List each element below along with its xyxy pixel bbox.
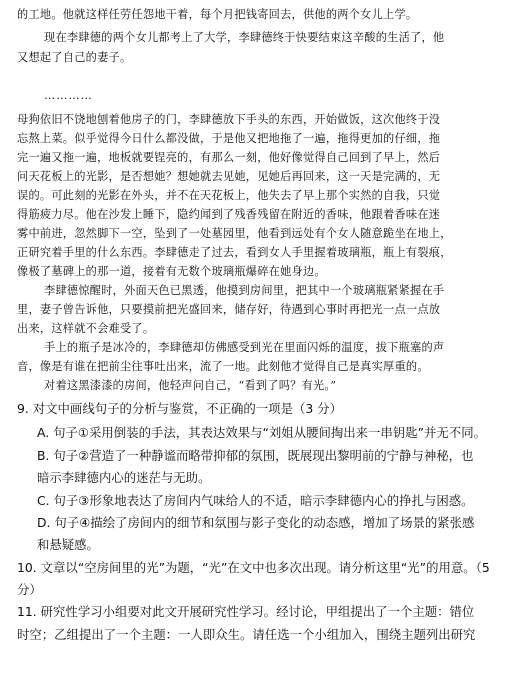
passage-line: 正研究着手里的什么东西。李肆德走了过去，看到女人手里握着玻璃瓶，瓶上有裂痕， (17, 246, 452, 259)
passage-line: 忘熬上菜。似乎觉得今日什么都没做，于是他又把地拖了一遍，拖得更加的仔细，拖 (17, 132, 441, 145)
passage-line: 像极了墓碑上的那一道，接着有无数个玻璃瓶爆碎在她身边。 (17, 265, 326, 278)
passage-line: 的工地。他就这样任劳任怨地干着，每个月把钱寄回去，供他的两个女儿上学。 (17, 8, 418, 21)
option-a: A. 句子①采用倒装的手法，其表达效果与“刘姐从腰间掏出来一串钥匙”并无不同。 (37, 425, 486, 440)
passage-line: 又想起了自己的妻子。 (17, 51, 132, 64)
passage-line: 现在李肆德的两个女儿都考上了大学，李肆德终于快要结束这辛酸的生活了，他 (44, 31, 445, 44)
passage-line: 雾中前进，忽然脚下一空，坠到了一处墓园里，他看到远处有个女人随意跪坐在地上， (17, 227, 452, 240)
option-c: C. 句子③形象地表达了房间内气味给人的不适，暗示李肆德内心的挣扎与困惑。 (37, 493, 474, 508)
question-11-line: 时空；乙组提出了一个主题：一人即众生。请任选一个小组加入，围绕主题列出研究 (17, 627, 476, 642)
option-b: B. 句子②营造了一种静谧而略带抑郁的氛围，既展现出黎明前的宁静与神秘，也 (37, 448, 474, 463)
passage-line: 得筋疲力尽。他在沙发上睡下，隐约闻到了残香残留在附近的香味，他跟着香味在迷 (17, 208, 441, 221)
passage-line: 误的。可此刻的光影在外头，并不在天花板上，他失去了早上那个实然的自我，只觉 (17, 189, 441, 202)
option-d: D. 句子④描绘了房间内的细节和氛围与影子变化的动态感，增加了场景的紧张感 (37, 515, 475, 530)
question-11-line: 11. 研究性学习小组要对此文开展研究性学习。经讨论，甲组提出了一个主题：错位 (17, 604, 475, 619)
passage-line: 里，妻子曾告诉他，只要摸前把光盛回来，储存好，待遇到心事时再把光一点一点放 (17, 303, 441, 316)
passage-line: 问天花板上的光影，是否想她？想她就去见她，见她后再回来，这一天是完满的，无 (17, 170, 441, 183)
passage-line: 对着这黑漆漆的房间，他轻声问自己，“看到了吗？有光。” (44, 379, 337, 392)
passage-line: 音，像是有谁在把前尘往事吐出来，流了一地。此刻他才觉得自己是真实厚重的。 (17, 360, 429, 373)
option-b-continued: 暗示李肆德内心的迷茫与无助。 (37, 470, 211, 485)
question-10-line: 10. 文章以“空房间里的光”为题，“光”在文中也多次出现。请分析这里“光”的用意。（5 (17, 560, 490, 575)
question-10-line: 分） (17, 582, 42, 597)
passage-line: 完一遍又拖一遍，地板就要锃亮的，有那么一刻，他好像觉得自己回到了早上，然后 (17, 151, 441, 164)
passage-line: 李肆德惊醒时，外面天色已黑透，他摸到房间里，把其中一个玻璃瓶紧紧握在手 (44, 284, 445, 297)
passage-line: 出来，这样就不会难受了。 (17, 322, 155, 335)
passage-line: 手上的瓶子是冰冷的，李肆德却仿佛感受到光在里面闪烁的温度，拔下瓶塞的声 (44, 341, 445, 354)
ellipsis-separator: ………… (44, 89, 93, 102)
passage-line: 母狗依旧不饶地刨着他房子的门，李肆德放下手头的东西，开始做饭，这次他终于没 (17, 113, 441, 126)
option-d-continued: 和悬疑感。 (37, 537, 99, 552)
question-9-stem: 9. 对文中画线句子的分析与鉴赏，不正确的一项是（3 分） (17, 401, 342, 416)
